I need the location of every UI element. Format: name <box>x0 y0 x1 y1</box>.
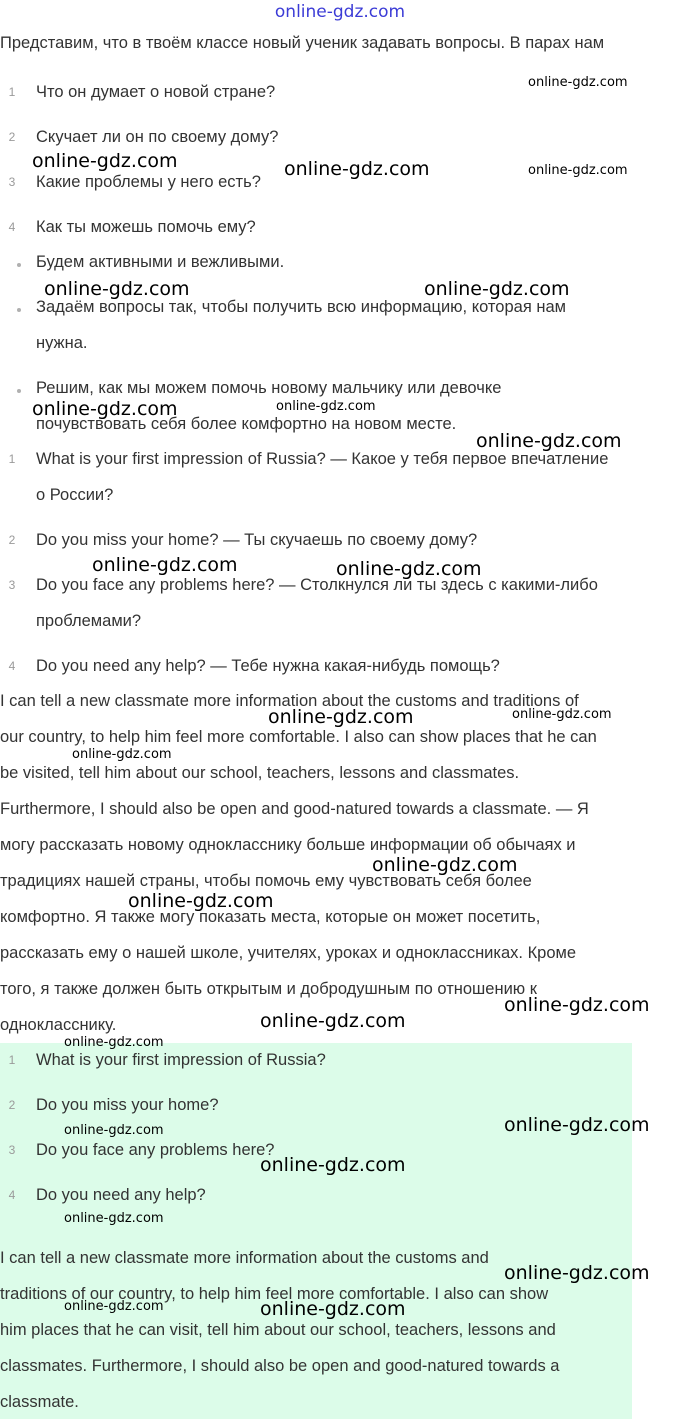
list-item: What is your first impression of Russia? — Какое у тебя первое впечатление <box>36 450 609 468</box>
list-item: Do you face any problems here? — Столкнулся ли ты здесь с какими-либо <box>36 576 598 594</box>
watermark: online-gdz.com <box>44 278 190 300</box>
list-number: 3 <box>8 1143 16 1157</box>
list-item: Какие проблемы у него есть? <box>36 173 261 191</box>
answer-question: Do you need any help? <box>36 1186 206 1204</box>
answer-paragraph-line: classmate. <box>0 1393 79 1411</box>
list-item: Решим, как мы можем помочь новому мальчику или девочке <box>36 379 502 397</box>
watermark: online-gdz.com <box>92 554 238 576</box>
list-item-continuation: почувствовать себя более комфортно на новом месте. <box>36 415 457 433</box>
bullet-icon <box>17 389 21 393</box>
watermark: online-gdz.com <box>504 1114 650 1136</box>
watermark: online-gdz.com <box>260 1298 406 1320</box>
watermark: online-gdz.com <box>528 75 628 90</box>
list-number: 1 <box>8 85 16 99</box>
bullet-icon <box>17 308 21 312</box>
list-number: 1 <box>8 452 16 466</box>
list-number: 2 <box>8 130 16 144</box>
intro-text: Представим, что в твоём классе новый ученик задавать вопросы. В парах нам <box>0 34 605 52</box>
watermark: online-gdz.com <box>32 150 178 172</box>
list-item: Задаём вопросы так, чтобы получить всю информацию, которая нам <box>36 298 566 316</box>
paragraph-line: рассказать ему о нашей школе, учителях, уроках и одноклассниках. Кроме <box>0 944 577 962</box>
list-number: 4 <box>8 1188 16 1202</box>
list-item: Как ты можешь помочь ему? <box>36 218 256 236</box>
list-item: Будем активными и вежливыми. <box>36 253 285 271</box>
watermark: online-gdz.com <box>72 747 172 762</box>
watermark: online-gdz.com <box>128 890 274 912</box>
paragraph-line: be visited, tell him about our school, teachers, lessons and classmates. <box>0 764 520 782</box>
list-number: 4 <box>8 220 16 234</box>
answer-paragraph-line: traditions of our country, to help him feel more comfortable. I also can show <box>0 1285 549 1303</box>
watermark: online-gdz.com <box>64 1035 164 1050</box>
paragraph-line: Furthermore, I should also be open and good-natured towards a classmate. — Я <box>0 800 589 818</box>
answer-paragraph-line: classmates. Furthermore, I should also be open and good-natured towards a <box>0 1357 560 1375</box>
list-number: 2 <box>8 533 16 547</box>
watermark: online-gdz.com <box>32 398 178 420</box>
paragraph-line: комфортно. Я также могу показать места, которые он может посетить, <box>0 908 541 926</box>
watermark: online-gdz.com <box>64 1211 164 1226</box>
paragraph-line: традициях нашей страны, чтобы помочь ему чувствовать себя более <box>0 872 532 890</box>
answer-question: Do you miss your home? <box>36 1096 219 1114</box>
list-number: 2 <box>8 1098 16 1112</box>
list-item-continuation: проблемами? <box>36 612 142 630</box>
answer-question: What is your first impression of Russia? <box>36 1051 326 1069</box>
list-item-continuation: нужна. <box>36 334 88 352</box>
list-number: 4 <box>8 659 16 673</box>
answer-paragraph-line: I can tell a new classmate more information about the customs and <box>0 1249 489 1267</box>
list-item: Do you need any help? — Тебе нужна какая-нибудь помощь? <box>36 657 500 675</box>
watermark: online-gdz.com <box>64 1123 164 1138</box>
watermark: online-gdz.com <box>268 706 414 728</box>
paragraph-line: могу рассказать новому однокласснику больше информации об обычаях и <box>0 836 576 854</box>
site-header-watermark[interactable]: online-gdz.com <box>274 2 406 22</box>
list-number: 1 <box>8 1053 16 1067</box>
list-number: 3 <box>8 175 16 189</box>
list-item-continuation: о России? <box>36 486 114 504</box>
watermark: online-gdz.com <box>372 854 518 876</box>
answer-question: Do you face any problems here? <box>36 1141 275 1159</box>
watermark: online-gdz.com <box>260 1154 406 1176</box>
list-item: Do you miss your home? — Ты скучаешь по своему дому? <box>36 531 478 549</box>
watermark: online-gdz.com <box>476 430 622 452</box>
watermark: online-gdz.com <box>504 994 650 1016</box>
watermark: online-gdz.com <box>504 1262 650 1284</box>
watermark: online-gdz.com <box>424 278 570 300</box>
bullet-icon <box>17 263 21 267</box>
watermark: online-gdz.com <box>336 558 482 580</box>
paragraph-line: our country, to help him feel more comfortable. I also can show places that he can <box>0 728 597 746</box>
paragraph-line: однокласснику. <box>0 1016 117 1034</box>
watermark: online-gdz.com <box>276 399 376 414</box>
paragraph-line: того, я также должен быть открытым и добродушным по отношению к <box>0 980 537 998</box>
watermark: online-gdz.com <box>512 707 612 722</box>
list-item: Скучает ли он по своему дому? <box>36 128 279 146</box>
watermark: online-gdz.com <box>260 1010 406 1032</box>
paragraph-line: I can tell a new classmate more information about the customs and traditions of <box>0 692 579 710</box>
watermark: online-gdz.com <box>528 163 628 178</box>
watermark: online-gdz.com <box>284 158 430 180</box>
watermark: online-gdz.com <box>64 1299 164 1314</box>
list-number: 3 <box>8 578 16 592</box>
answer-paragraph-line: him places that he can visit, tell him about our school, teachers, lessons and <box>0 1321 556 1339</box>
list-item: Что он думает о новой стране? <box>36 83 276 101</box>
